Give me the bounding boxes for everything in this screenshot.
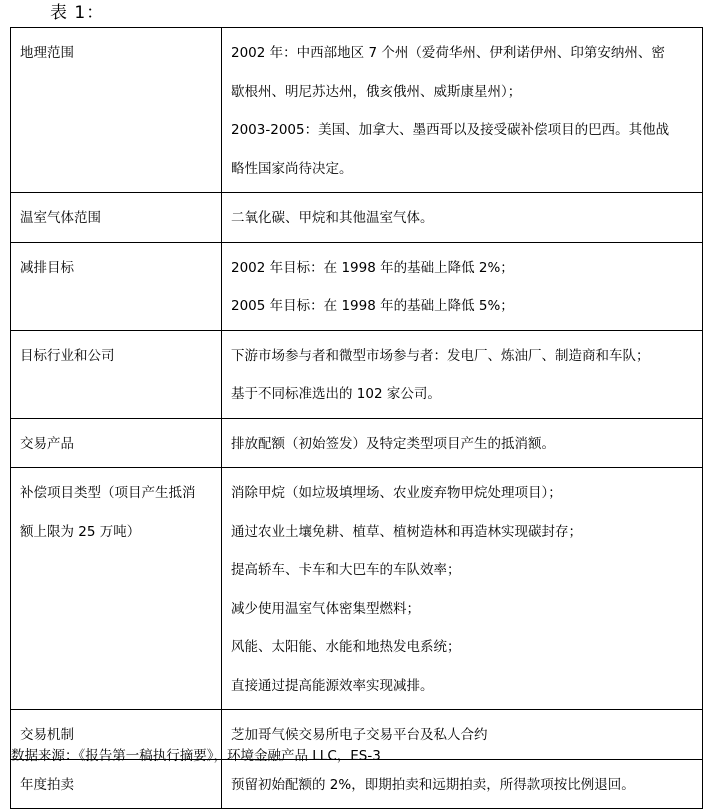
row-content-cell	[222, 330, 703, 418]
row-label: 交易机制	[20, 727, 74, 743]
row-label-cell	[11, 193, 222, 243]
row-label-cell	[11, 28, 222, 193]
content-line: 减少使用温室气体密集型燃料；	[231, 600, 420, 617]
content-line: 下游市场参与者和微型市场参与者：发电厂、炼油厂、制造商和车队；	[231, 347, 650, 364]
table-row-traded-products	[11, 418, 703, 468]
content-line: 通过农业土壤免耕、植草、植树造林和再造林实现碳封存；	[231, 523, 582, 540]
content-line: 风能、太阳能、水能和地热发电系统；	[231, 639, 461, 655]
row-content-cell	[222, 242, 703, 330]
row-content-cell	[222, 418, 703, 468]
content-line: 芝加哥气候交易所电子交易平台及私人合约	[231, 727, 488, 743]
row-label: 额上限为 25 万吨）	[20, 523, 141, 540]
row-label: 温室气体范围	[20, 210, 101, 226]
content-line: 提高轿车、卡车和大巴车的车队效率；	[231, 562, 461, 578]
table-caption: 表 1：	[50, 3, 105, 23]
content-line: 预留初始配额的 2%，即期拍卖和远期拍卖，所得款项按比例退回。	[231, 776, 635, 793]
row-label: 补偿项目类型（项目产生抵消	[20, 485, 196, 501]
row-label-cell	[11, 418, 222, 468]
content-line: 二氧化碳、甲烷和其他温室气体。	[231, 210, 434, 226]
row-content-cell	[222, 468, 703, 710]
row-label: 减排目标	[20, 259, 74, 276]
data-source-note: 数据来源：《报告第一稿执行摘要》，环境金融产品 LLC，ES-3	[11, 748, 381, 764]
content-line: 2003-2005：美国、加拿大、墨西哥以及接受碳补偿项目的巴西。其他战	[231, 122, 670, 138]
table-row-reduction-target	[11, 242, 703, 330]
content-line: 歇根州、明尼苏达州，俄亥俄州、威斯康星州）；	[231, 83, 522, 100]
data-table	[10, 27, 703, 809]
row-label: 年度拍卖	[20, 776, 74, 793]
content-line: 基于不同标准选出的 102 家公司。	[231, 386, 441, 402]
row-label: 目标行业和公司	[20, 347, 115, 364]
content-line: 直接通过提高能源效率实现减排。	[231, 677, 434, 694]
content-line: 2002 年：中西部地区 7 个州（爱荷华州、伊利诺伊州、印第安纳州、密	[231, 45, 665, 61]
content-line: 略性国家尚待决定。	[231, 160, 353, 177]
table-row-geographic-scope	[11, 28, 703, 193]
row-content-cell	[222, 193, 703, 243]
row-label-cell	[11, 330, 222, 418]
content-line: 2002 年目标：在 1998 年的基础上降低 2%；	[231, 259, 514, 276]
row-label: 地理范围	[20, 45, 74, 61]
row-content-cell	[222, 28, 703, 193]
content-line: 排放配额（初始签发）及特定类型项目产生的抵消额。	[231, 435, 555, 452]
table-row-ghg-scope	[11, 193, 703, 243]
content-line: 2005 年目标：在 1998 年的基础上降低 5%；	[231, 298, 514, 314]
row-label-cell	[11, 242, 222, 330]
row-label: 交易产品	[20, 435, 74, 452]
row-label-cell	[11, 468, 222, 710]
content-line: 消除甲烷（如垃圾填埋场、农业废弃物甲烷处理项目）；	[231, 485, 562, 501]
table-row-target-industries	[11, 330, 703, 418]
table-row-offset-project-types	[11, 468, 703, 710]
